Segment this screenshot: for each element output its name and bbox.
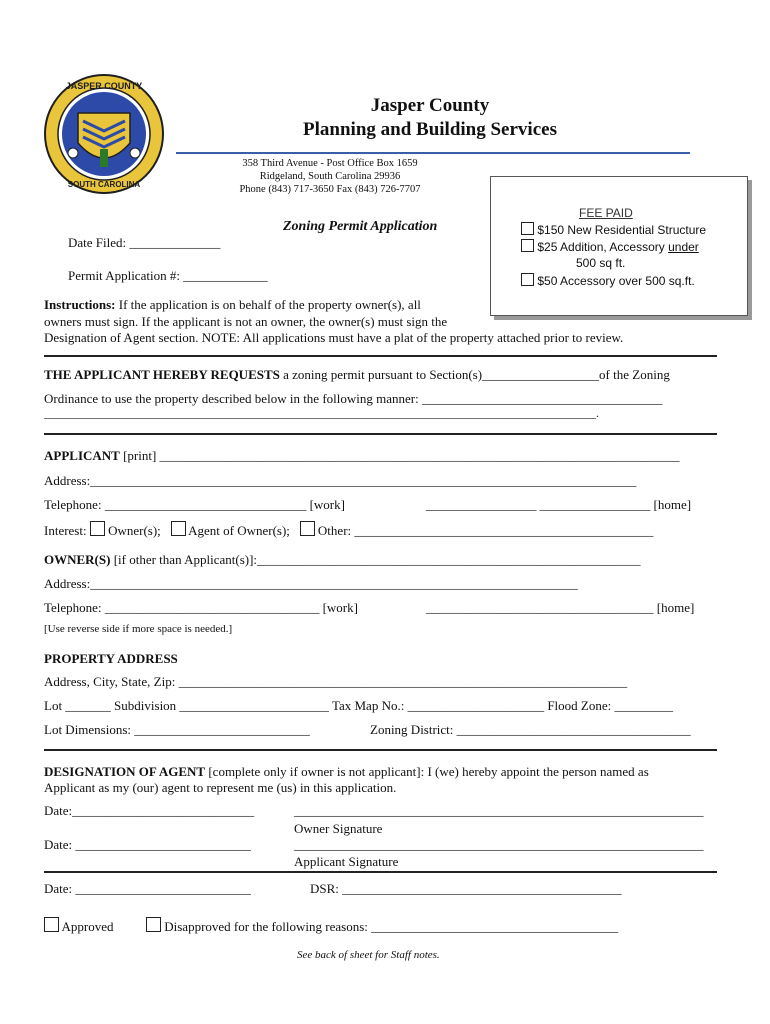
seal-text-bottom: SOUTH CAROLINA [67, 180, 141, 189]
header-title: Jasper County [370, 95, 490, 116]
fee-50-checkbox[interactable] [521, 273, 534, 286]
owner-date-field[interactable]: Date:____________________________ [44, 803, 255, 818]
request-label: THE APPLICANT HEREBY REQUESTS [44, 367, 280, 382]
interest-other-checkbox[interactable] [300, 521, 315, 536]
staff-notes-footer: See back of sheet for Staff notes. [297, 949, 440, 961]
fee-25-label-b: under [668, 240, 699, 254]
agent-text-1: [complete only if owner is not applicant]: I (we) hereby appoint the person named as [205, 764, 649, 779]
property-lot-row[interactable]: Lot _______ Subdivision _______________________ Tax Map No.: _____________________ Flood Zone: _________ [44, 698, 673, 713]
applicant-date-field[interactable]: Date: ___________________________ [44, 837, 251, 852]
property-address-field[interactable]: Address, City, State, Zip: _____________________________________________________________________ [44, 674, 628, 689]
owner-work-phone-field[interactable]: Telephone: _________________________________ [work] [44, 600, 358, 615]
staff-date-field[interactable]: Date: ___________________________ [44, 881, 251, 896]
fee-option-50[interactable] [521, 273, 695, 288]
applicant-work-phone-field[interactable]: Telephone: _______________________________ [work] [44, 497, 345, 512]
owner-signature-label: Owner Signature [294, 821, 383, 836]
applicant-home-phone-field[interactable]: _________________ _________________ [home] [426, 497, 692, 512]
header-phone: Phone (843) 717-3650 Fax (843) 726-7707 [239, 184, 421, 195]
approved-label: Approved [61, 919, 114, 934]
lot-dimensions-field[interactable]: Lot Dimensions: ___________________________ [44, 722, 310, 737]
approved-row[interactable] [44, 917, 114, 935]
header-subtitle: Planning and Building Services [303, 119, 557, 140]
fee-25-label-c: 500 sq ft. [576, 256, 626, 270]
request-line-3[interactable]: ____________________________________________________________________________________________. [44, 406, 599, 420]
instructions-line-2: owners must sign. If the applicant is not an owner, the owner(s) must sign the [44, 314, 448, 329]
interest-other-field[interactable]: Other: ______________________________________________ [317, 523, 654, 538]
request-text-1[interactable]: a zoning permit pursuant to Section(s)__________________of the Zoning [279, 367, 670, 382]
seal-text-top: JASPER COUNTY [65, 81, 143, 91]
applicant-signature-label: Applicant Signature [294, 854, 399, 869]
applicant-name-field[interactable]: [print] ________________________________________________________________________________ [119, 448, 680, 463]
approved-checkbox[interactable] [44, 917, 59, 932]
fee-150-label: $150 New Residential Structure [537, 223, 707, 237]
applicant-label: APPLICANT [44, 448, 120, 463]
owner-home-phone-field[interactable]: ___________________________________ [home] [426, 600, 695, 615]
interest-row [44, 521, 653, 539]
owner-signature-line[interactable]: _______________________________________________________________ [294, 803, 704, 818]
agent-line-2: Applicant as my (our) agent to represent me (us) in this application. [44, 780, 397, 795]
instructions-line-3: Designation of Agent section. NOTE: All applications must have a plat of the property attached prior to review. [44, 330, 624, 345]
header-address-1: 358 Third Avenue - Post Office Box 1659 [242, 158, 418, 169]
permit-application-number-field[interactable]: Permit Application #: _____________ [68, 268, 268, 283]
interest-owner-checkbox[interactable] [90, 521, 105, 536]
fee-50-label: $50 Accessory over 500 sq.ft. [537, 274, 695, 288]
owner-address-field[interactable]: Address:___________________________________________________________________________ [44, 576, 578, 591]
applicant-signature-line[interactable]: _______________________________________________________________ [294, 837, 704, 852]
request-line-2[interactable]: Ordinance to use the property described below in the following manner: _____________________________________ [44, 391, 663, 406]
fee-25-checkbox[interactable] [521, 239, 534, 252]
disapproved-checkbox[interactable] [146, 917, 161, 932]
fee-option-25[interactable] [521, 239, 699, 254]
owner-name-field[interactable]: [if other than Applicant(s)]:___________________________________________________________ [110, 552, 641, 567]
owner-line[interactable] [44, 552, 641, 568]
section-divider [44, 749, 717, 751]
section-divider [44, 871, 717, 873]
interest-owner-label: Owner(s); [108, 523, 161, 538]
applicant-address-field[interactable]: Address:____________________________________________________________________________________ [44, 473, 637, 488]
county-seal-logo [43, 73, 165, 195]
section-divider [44, 355, 717, 357]
section-divider [44, 433, 717, 435]
instructions-line-1 [44, 297, 421, 313]
instructions-text-1: If the application is on behalf of the property owner(s), all [115, 297, 421, 312]
property-address-heading: PROPERTY ADDRESS [44, 651, 178, 666]
agent-label: DESIGNATION OF AGENT [44, 764, 206, 779]
fee-150-checkbox[interactable] [521, 222, 534, 235]
date-filed-field[interactable]: Date Filed: ______________ [68, 235, 221, 250]
disapproved-row[interactable] [146, 917, 618, 935]
owner-label: OWNER(S) [44, 552, 111, 567]
request-line-1 [44, 367, 670, 383]
interest-label: Interest: [44, 523, 87, 538]
instructions-label: Instructions: [44, 297, 116, 312]
fee-paid-title: FEE PAID [579, 206, 633, 220]
interest-agent-checkbox[interactable] [171, 521, 186, 536]
applicant-line[interactable] [44, 448, 680, 464]
reverse-side-note: [Use reverse side if more space is needed.] [44, 623, 233, 635]
dsr-field[interactable]: DSR: ___________________________________________ [310, 881, 622, 896]
fee-paid-box [490, 176, 748, 316]
fee-option-150[interactable] [521, 222, 706, 237]
agent-line-1 [44, 764, 649, 780]
header-address-2: Ridgeland, South Carolina 29936 [259, 171, 401, 182]
header-rule [176, 152, 690, 154]
form-title: Zoning Permit Application [283, 219, 438, 234]
fee-25-label-a: $25 Addition, Accessory [537, 240, 669, 254]
zoning-district-field[interactable]: Zoning District: ____________________________________ [370, 722, 691, 737]
disapproved-reasons-field[interactable]: Disapproved for the following reasons: ______________________________________ [164, 919, 619, 934]
interest-agent-label: Agent of Owner(s); [188, 523, 290, 538]
